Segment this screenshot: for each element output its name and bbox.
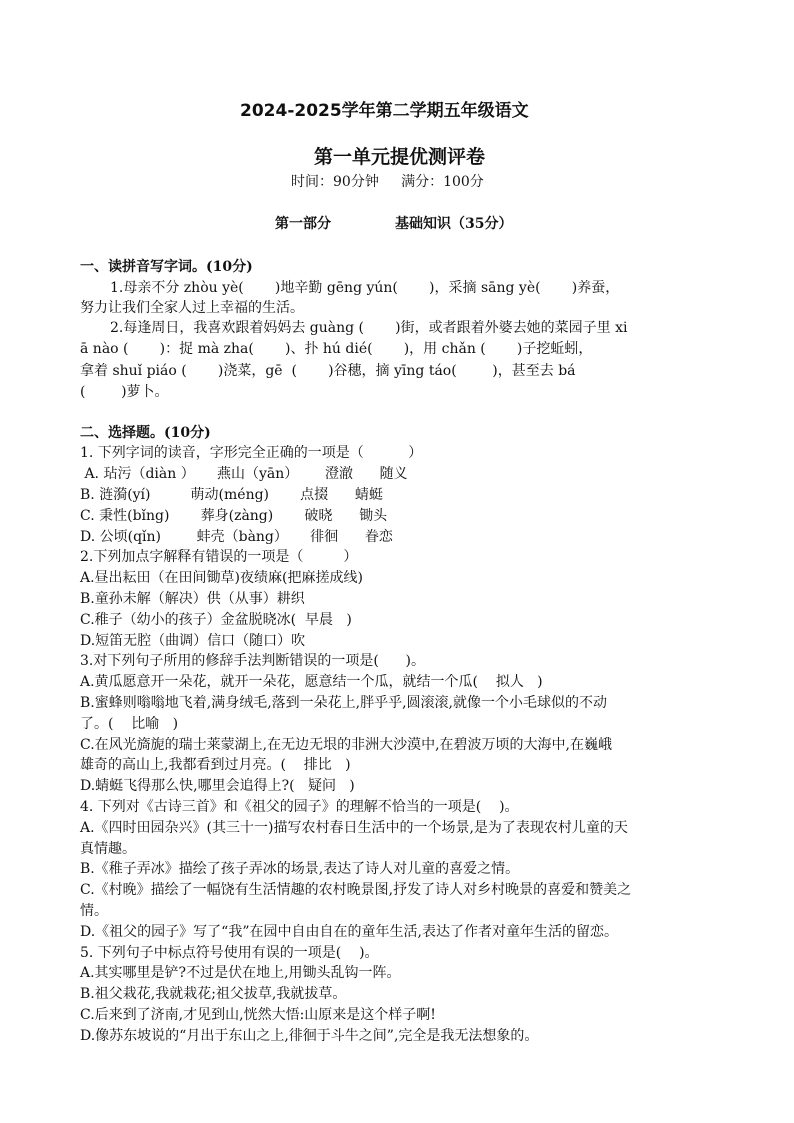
exam-title: 2024-2025学年第二学期五年级语文: [240, 101, 529, 121]
section2-heading: 二、选择题。(10分): [80, 425, 211, 441]
question-line: C.在风光旖旎的瑞士莱蒙湖上,在无边无垠的非洲大沙漠中,在碧波万顷的大海中,在巍峨: [80, 737, 613, 753]
section1-line: 努力让我们全家人过上幸福的生活。: [80, 300, 304, 316]
question-line: A.昼出耘田（在田间锄草)夜绩麻(把麻搓成线): [80, 570, 363, 586]
question-line: A. 玷污（diàn ） 燕山（yān） 澄澈 随义: [80, 466, 408, 482]
question-line: D.蜻蜓飞得那么快,哪里会追得上?( 疑问 ): [80, 778, 355, 794]
question-line: B. 涟漪(yí) 萌动(méng) 点掇 蜻蜓: [80, 487, 383, 503]
question-line: 真情趣。: [80, 841, 136, 857]
question-line: 了。( 比喻 ): [80, 716, 179, 732]
section1-line: 2.每逢周日，我喜欢跟着妈妈去 guàng ( )街，或者跟着外婆去她的菜园子里 xi: [110, 320, 628, 336]
question-line: C. 秉性(bǐng) 葬身(zàng) 破晓 锄头: [80, 508, 388, 524]
question-line: D.像苏东坡说的“月出于东山之上,徘徊于斗牛之间”,完全是我无法想象的。: [80, 1028, 539, 1044]
question-line: C.《村晚》描绘了一幅饶有生活情趣的农村晚景图,抒发了诗人对乡村晚景的喜爱和赞美之: [80, 882, 632, 898]
question-line: B.《稚子弄冰》描绘了孩子弄冰的场景,表达了诗人对儿童的喜爱之情。: [80, 861, 520, 877]
question-line: D. 公顷(qǐn) 蚌壳（bàng） 徘徊 眷恋: [80, 529, 393, 545]
part-title: 基础知识（35分）: [395, 216, 513, 232]
exam-subtitle: 第一单元提优测评卷: [314, 146, 486, 168]
question-line: 雄奇的高山上,我都看到过月亮。( 排比 ): [80, 757, 351, 773]
question-line: D.《祖父的园子》写了“我”在园中自由自在的童年生活,表达了作者对童年生活的留恋。: [80, 924, 618, 940]
part-label: 第一部分: [275, 216, 331, 232]
question-line: B.祖父栽花,我就栽花;祖父拔草,我就拔草。: [80, 986, 347, 1002]
question-line: 5. 下列句子中标点符号使用有误的一项是( )。: [80, 945, 379, 961]
question-line: A.《四时田园杂兴》(其三十一)描写农村春日生活中的一个场景,是为了表现农村儿童的天: [80, 820, 628, 836]
question-line: A.其实哪里是铲?不过是伏在地上,用锄头乱钩一阵。: [80, 965, 401, 981]
question-line: D.短笛无腔（曲调）信口（随口）吹: [80, 633, 306, 649]
question-line: 1. 下列字词的读音，字形完全正确的一项是（ ）: [80, 445, 423, 461]
question-line: 2.下列加点字解释有错误的一项是（ ）: [80, 549, 358, 565]
section1-heading: 一、读拼音写字词。(10分): [80, 259, 253, 275]
question-line: B.童孙未解（解决）供（从事）耕织: [80, 591, 305, 607]
section1-line: 拿着 shuǐ piáo ( )浇菜，gē ( )谷穗，摘 yīng táo( )，甚至去 bá: [80, 363, 576, 379]
question-line: B.蜜蜂则嗡嗡地飞着,满身绒毛,落到一朵花上,胖乎乎,圆滚滚,就像一个小毛球似的不动: [80, 695, 607, 711]
time-info: 时间：90分钟 满分：100分: [291, 174, 484, 190]
section1-line: ā nào ( )：捉 mà zha( )、扑 hú dié( )，用 chǎn ( )子挖蚯蚓，: [80, 341, 593, 357]
section1-line: 1.母亲不分 zhòu yè( )地辛勤 gēng yún( )，采摘 sāng yè( )养蚕，: [110, 280, 620, 296]
question-line: C.后来到了济南,才见到山,恍然大悟:山原来是这个样子啊!: [80, 1007, 436, 1023]
question-line: A.黄瓜愿意开一朵花，就开一朵花，愿意结一个瓜，就结一个瓜( 拟人 ): [80, 674, 543, 690]
question-line: C.稚子（幼小的孩子）金盆脱晓冰( 早晨 ): [80, 612, 352, 628]
question-line: 情。: [80, 903, 108, 919]
section1-line: ( )萝卜。: [80, 384, 169, 400]
question-line: 3.对下列句子所用的修辞手法判断错误的一项是( )。: [80, 653, 425, 669]
question-line: 4. 下列对《古诗三首》和《祖父的园子》的理解不恰当的一项是( )。: [80, 799, 519, 815]
